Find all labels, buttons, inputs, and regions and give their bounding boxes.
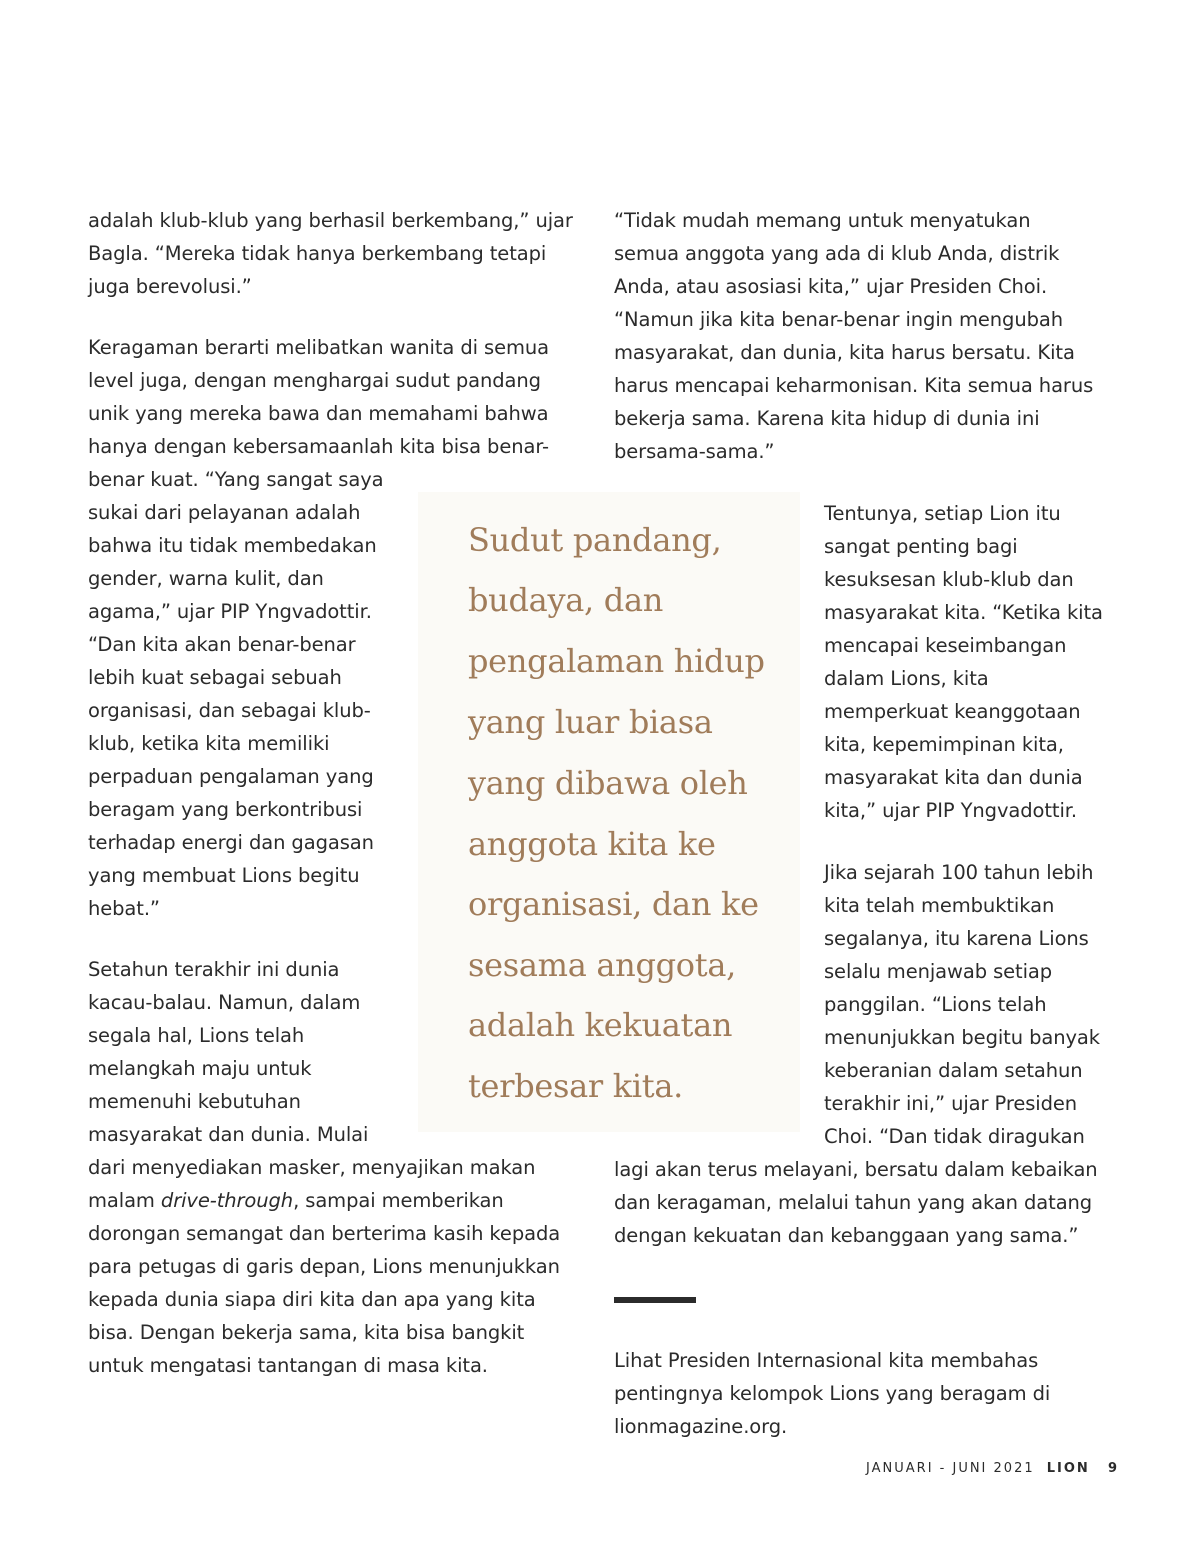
text-run: , sampai memberikan xyxy=(293,1189,504,1212)
magazine-name: LION xyxy=(1046,1461,1090,1476)
body-line: dorongan semangat dan berterima kasih kepada xyxy=(88,1222,561,1245)
body-line: organisasi, dan sebagai klub- xyxy=(88,699,371,722)
body-line: terakhir ini,” ujar Presiden xyxy=(824,1092,1078,1115)
body-line: Lihat Presiden Internasional kita membahas xyxy=(614,1349,1039,1372)
body-line: kepada dunia siapa diri kita dan apa yang kita xyxy=(88,1288,536,1311)
body-line: bahwa itu tidak membedakan xyxy=(88,534,377,557)
body-line: memenuhi kebutuhan xyxy=(88,1090,301,1113)
body-line: gender, warna kulit, dan xyxy=(88,567,324,590)
pull-quote-line: sesama anggota, xyxy=(468,946,736,984)
body-line: masyarakat, dan dunia, kita harus bersatu. Kita xyxy=(614,341,1075,364)
page-number: 9 xyxy=(1107,1461,1117,1476)
body-line: segalanya, itu karena Lions xyxy=(824,927,1089,950)
body-line: agama,” ujar PIP Yngvadottir. xyxy=(88,600,372,623)
body-line: masyarakat dan dunia. Mulai xyxy=(88,1123,369,1146)
pull-quote-line: Sudut pandang, xyxy=(468,521,722,559)
pull-quote-line: terbesar kita. xyxy=(468,1067,684,1105)
body-line: untuk mengatasi tantangan di masa kita. xyxy=(88,1354,488,1377)
body-line: masyarakat kita. “Ketika kita xyxy=(824,601,1103,624)
pull-quote-line: organisasi, dan ke xyxy=(468,885,759,923)
body-line: bekerja sama. Karena kita hidup di dunia ini xyxy=(614,407,1040,430)
body-line: kacau-balau. Namun, dalam xyxy=(88,991,361,1014)
body-line: sukai dari pelayanan adalah xyxy=(88,501,361,524)
body-line xyxy=(88,1184,504,1217)
body-line: lagi akan terus melayani, bersatu dalam kebaikan xyxy=(614,1158,1098,1181)
body-line: bersama-sama.” xyxy=(614,440,775,463)
body-line: menunjukkan begitu banyak xyxy=(824,1026,1100,1049)
section-divider xyxy=(614,1297,696,1303)
body-line: Choi. “Dan tidak diragukan xyxy=(824,1125,1085,1148)
body-line: unik yang mereka bawa dan memahami bahwa xyxy=(88,402,549,425)
body-line: segala hal, Lions telah xyxy=(88,1024,305,1047)
body-line: masyarakat kita dan dunia xyxy=(824,766,1083,789)
body-line: level juga, dengan menghargai sudut pandang xyxy=(88,369,541,392)
pull-quote-line: budaya, dan xyxy=(468,581,664,619)
body-line: yang membuat Lions begitu xyxy=(88,864,360,887)
body-line: klub, ketika kita memiliki xyxy=(88,732,330,755)
body-line: dalam Lions, kita xyxy=(824,667,989,690)
body-line: Keragaman berarti melibatkan wanita di semua xyxy=(88,336,550,359)
body-line: panggilan. “Lions telah xyxy=(824,993,1047,1016)
body-line: lionmagazine.org. xyxy=(614,1415,788,1438)
body-line: para petugas di garis depan, Lions menunjukkan xyxy=(88,1255,560,1278)
body-line: benar kuat. “Yang sangat saya xyxy=(88,468,384,491)
body-line: hanya dengan kebersamaanlah kita bisa benar- xyxy=(88,435,549,458)
italic-term: drive-through xyxy=(160,1189,294,1212)
text-run: malam xyxy=(88,1189,155,1212)
pull-quote-line: anggota kita ke xyxy=(468,825,716,863)
body-line: dari menyediakan masker, menyajikan makan xyxy=(88,1156,536,1179)
body-line: bisa. Dengan bekerja sama, kita bisa bangkit xyxy=(88,1321,525,1344)
body-line: kesuksesan klub-klub dan xyxy=(824,568,1074,591)
body-line: hebat.” xyxy=(88,897,160,920)
body-line: lebih kuat sebagai sebuah xyxy=(88,666,342,689)
body-line: kita,” ujar PIP Yngvadottir. xyxy=(824,799,1077,822)
body-line: kita, kepemimpinan kita, xyxy=(824,733,1064,756)
body-line: kita telah membuktikan xyxy=(824,894,1055,917)
body-line: “Dan kita akan benar-benar xyxy=(88,633,356,656)
body-line: beragam yang berkontribusi xyxy=(88,798,363,821)
pull-quote-line: pengalaman hidup xyxy=(468,642,765,680)
body-line: Tentunya, setiap Lion itu xyxy=(824,502,1061,525)
body-line: terhadap energi dan gagasan xyxy=(88,831,374,854)
body-line: Bagla. “Mereka tidak hanya berkembang tetapi xyxy=(88,242,547,265)
body-line: Jika sejarah 100 tahun lebih xyxy=(824,861,1094,884)
body-line: Anda, atau asosiasi kita,” ujar Presiden Choi. xyxy=(614,275,1048,298)
body-line: semua anggota yang ada di klub Anda, distrik xyxy=(614,242,1060,265)
body-line: harus mencapai keharmonisan. Kita semua harus xyxy=(614,374,1094,397)
body-line: dan keragaman, melalui tahun yang akan datang xyxy=(614,1191,1093,1214)
body-line: mencapai keseimbangan xyxy=(824,634,1067,657)
page-footer xyxy=(0,1458,1117,1480)
body-line: juga berevolusi.” xyxy=(88,275,252,298)
body-line: melangkah maju untuk xyxy=(88,1057,312,1080)
body-line: “Tidak mudah memang untuk menyatukan xyxy=(614,209,1031,232)
body-line: dengan kekuatan dan kebanggaan yang sama.” xyxy=(614,1224,1079,1247)
pull-quote-line: adalah kekuatan xyxy=(468,1006,733,1044)
issue-date: JANUARI - JUNI 2021 xyxy=(866,1461,1035,1476)
body-line: memperkuat keanggotaan xyxy=(824,700,1081,723)
body-line: perpaduan pengalaman yang xyxy=(88,765,374,788)
pull-quote-line: yang dibawa oleh xyxy=(468,764,748,802)
body-line: pentingnya kelompok Lions yang beragam di xyxy=(614,1382,1051,1405)
body-line: selalu menjawab setiap xyxy=(824,960,1053,983)
body-line: adalah klub-klub yang berhasil berkembang,” ujar xyxy=(88,209,573,232)
body-line: keberanian dalam setahun xyxy=(824,1059,1083,1082)
body-line: sangat penting bagi xyxy=(824,535,1018,558)
pull-quote-line: yang luar biasa xyxy=(468,703,713,741)
body-line: “Namun jika kita benar-benar ingin mengubah xyxy=(614,308,1063,331)
body-line: Setahun terakhir ini dunia xyxy=(88,958,340,981)
